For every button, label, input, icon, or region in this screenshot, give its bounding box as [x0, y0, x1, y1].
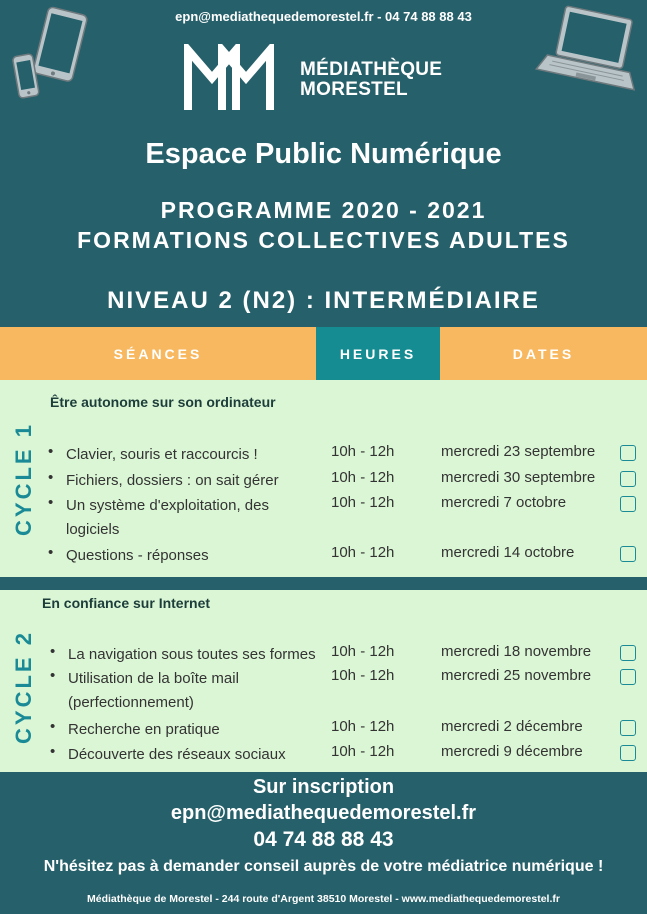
seance-text: La navigation sous toutes ses formes — [68, 646, 316, 663]
heure-text: 10h - 12h — [331, 718, 395, 735]
date-text: mercredi 2 décembre — [441, 718, 583, 735]
seance-text: Clavier, souris et raccourcis ! — [66, 446, 258, 463]
date-text: mercredi 23 septembre — [441, 443, 596, 460]
logo-text — [300, 60, 442, 100]
checkbox-icon[interactable] — [620, 645, 636, 661]
bullet: • — [50, 743, 56, 760]
level-heading: NIVEAU 2 (N2) : INTERMÉDIAIRE — [107, 287, 540, 314]
column-header-dates: DATES — [440, 327, 647, 380]
table-header — [0, 327, 647, 380]
cycle-divider — [0, 577, 647, 590]
programme-year: PROGRAMME 2020 - 2021 — [160, 197, 487, 223]
seance-text: Recherche en pratique — [68, 721, 220, 738]
bullet: • — [48, 544, 54, 561]
footer — [0, 772, 647, 914]
date-text: mercredi 7 octobre — [441, 494, 567, 511]
footer-phone[interactable]: 04 74 88 88 43 — [253, 828, 394, 851]
cycle-2-section — [0, 590, 647, 772]
mediatheque-logo — [182, 44, 452, 114]
checkbox-icon[interactable] — [620, 720, 636, 736]
footer-email[interactable]: epn@mediathequedemorestel.fr — [170, 802, 477, 824]
checkbox-icon[interactable] — [620, 745, 636, 761]
laptop-icon — [535, 2, 647, 102]
seance-text: Utilisation de la boîte mail (perfectionnement) — [68, 670, 239, 711]
heure-text: 10h - 12h — [331, 743, 395, 760]
date-text: mercredi 14 octobre — [441, 544, 575, 561]
top-contact: epn@mediathequedemorestel.fr - 04 74 88 88 43 — [175, 9, 472, 24]
inscription-heading: Sur inscription — [252, 776, 395, 798]
heure-text: 10h - 12h — [331, 643, 395, 660]
cycle-1-subtitle: Être autonome sur son ordinateur — [50, 394, 276, 410]
page-title: Espace Public Numérique — [145, 138, 502, 170]
address-line: Médiathèque de Morestel - 244 route d'Argent 38510 Morestel - www.mediathequedemorestel.fr — [87, 893, 560, 905]
programme-heading — [0, 195, 647, 255]
heure-text: 10h - 12h — [331, 667, 395, 684]
advice-text: N'hésitez pas à demander conseil auprès de votre médiatrice numérique ! — [43, 858, 604, 875]
checkbox-icon[interactable] — [620, 546, 636, 562]
seance-text: Un système d'exploitation, des logiciels — [66, 497, 269, 538]
cycle-1-label: CYCLE 1 — [11, 422, 36, 536]
heure-text: 10h - 12h — [331, 443, 395, 460]
header — [0, 0, 647, 327]
column-header-heures: HEURES — [316, 327, 440, 380]
seance-text: Questions - réponses — [66, 547, 209, 564]
bullet: • — [50, 667, 56, 684]
date-text: mercredi 30 septembre — [441, 469, 596, 486]
date-text: mercredi 18 novembre — [441, 643, 592, 660]
formations-title: FORMATIONS COLLECTIVES ADULTES — [77, 227, 570, 253]
logo-line-2: MORESTEL — [300, 79, 408, 100]
phone-icon — [10, 52, 42, 102]
heure-text: 10h - 12h — [331, 544, 395, 561]
cycle-1-section — [0, 380, 647, 577]
checkbox-icon[interactable] — [620, 669, 636, 685]
cycle-2-subtitle: En confiance sur Internet — [42, 595, 211, 611]
seance-text: Découverte des réseaux sociaux — [68, 746, 286, 763]
bullet: • — [50, 718, 56, 735]
bullet: • — [48, 443, 54, 460]
checkbox-icon[interactable] — [620, 445, 636, 461]
cycle-2-label: CYCLE 2 — [11, 630, 36, 744]
checkbox-icon[interactable] — [620, 496, 636, 512]
bullet: • — [48, 494, 54, 511]
logo-mark — [182, 44, 292, 114]
logo-line-1: MÉDIATHÈQUE — [300, 59, 443, 80]
date-text: mercredi 25 novembre — [441, 667, 592, 684]
date-text: mercredi 9 décembre — [441, 743, 583, 760]
column-header-seances: SÉANCES — [0, 327, 316, 380]
checkbox-icon[interactable] — [620, 471, 636, 487]
bullet: • — [50, 643, 56, 660]
bullet: • — [48, 469, 54, 486]
heure-text: 10h - 12h — [331, 494, 395, 511]
heure-text: 10h - 12h — [331, 469, 395, 486]
seance-text: Fichiers, dossiers : on sait gérer — [66, 472, 279, 489]
